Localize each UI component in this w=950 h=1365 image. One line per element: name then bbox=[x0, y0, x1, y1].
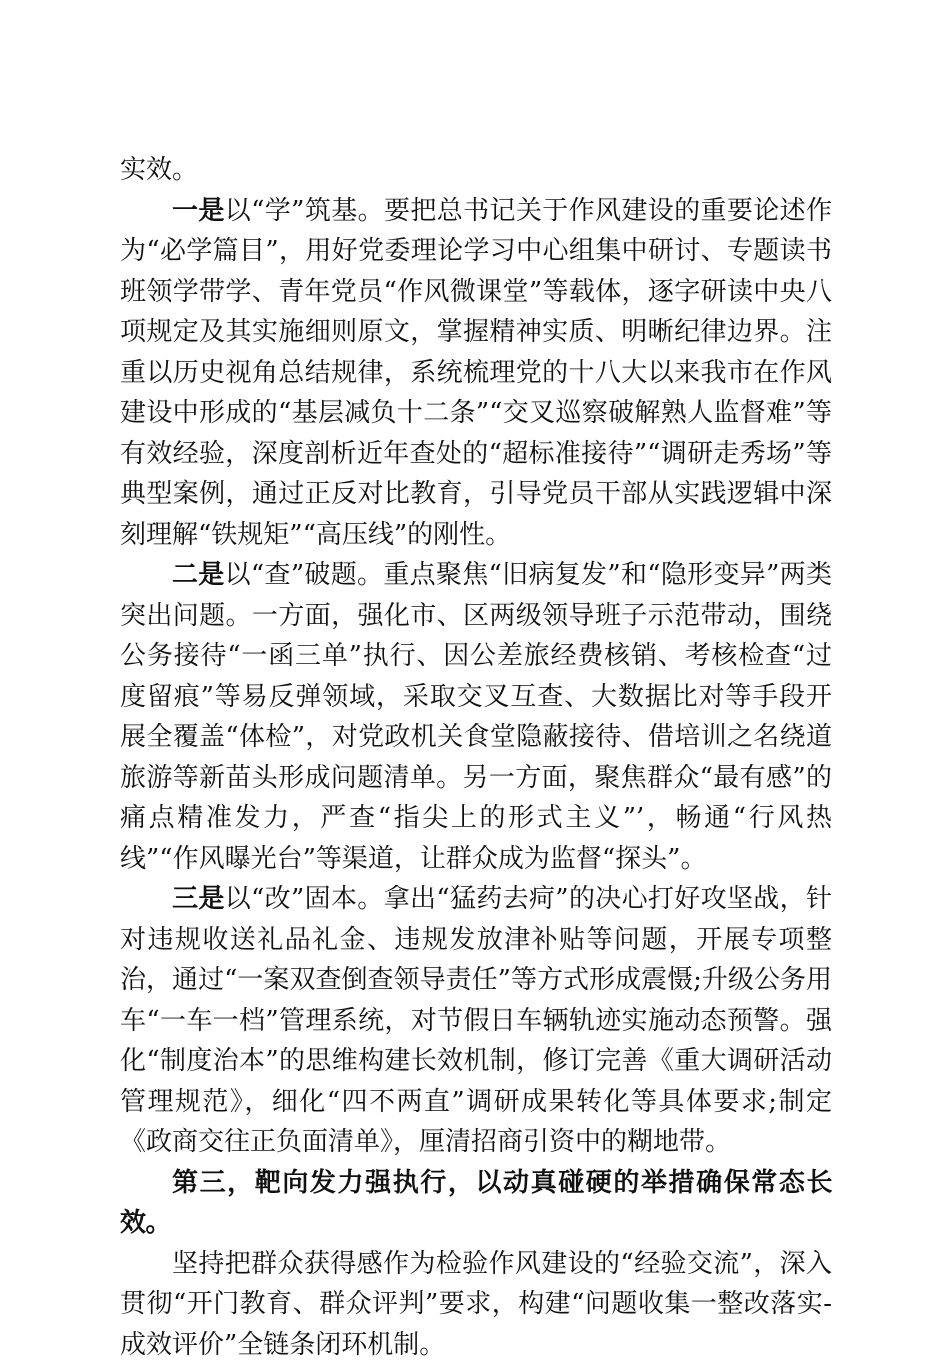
paragraph-first-point bbox=[120, 191, 832, 556]
section-heading: 第三，靶向发力强执行，以动真碰硬的举措确保常态长效。 bbox=[120, 1163, 832, 1244]
paragraph-lead-second: 二是 bbox=[172, 560, 225, 590]
document-body bbox=[120, 150, 832, 1365]
paragraph-body-second: 以“查”破题。重点聚焦“旧病复发”和“隐形变异”两类突出问题。一方面，强化市、区两级领导班子示范带动，围绕公务接待“一函三单”执行、因公差旅经费核销、考核检查“过度留痕”等易反弹领域，采取交叉互查、大数据比对等手段开展全覆盖“体检”，对党政机关食堂隐蔽接待、借培训之名绕道旅游等新苗头形成问题清单。另一方面，聚焦群众“最有感”的痛点精准发力，严查“指尖上的形式主义”’，畅通“行风热线”“作风曝光台”等渠道，让群众成为监督“探头”。 bbox=[120, 560, 832, 874]
paragraph-third-point bbox=[120, 879, 832, 1163]
paragraph-body-third: 以“改”固本。拿出“猛药去疴”的决心打好攻坚战，针对违规收送礼品礼金、违规发放津补贴等问题，开展专项整治，通过“一案双查倒查领导责任”等方式形成震慑;升级公务用车“一车一档”管理系统，对节假日车辆轨迹实施动态预警。强化“制度治本”的思维构建长效机制，修订完善《重大调研活动管理规范》，细化“四不两直”调研成果转化等具体要求;制定《政商交往正负面清单》，厘清招商引资中的糊地带。 bbox=[120, 884, 832, 1157]
closing-paragraph: 坚持把群众获得感作为检验作风建设的“经验交流”，深入贯彻“开门教育、群众评判”要求，构建“问题收集一整改落实-成效评价”全链条闭环机制。 bbox=[120, 1244, 832, 1365]
intro-tail-text: 实效。 bbox=[120, 150, 832, 191]
paragraph-lead-third: 三是 bbox=[172, 884, 225, 914]
paragraph-second-point bbox=[120, 555, 832, 879]
paragraph-body-first: 以“学”筑基。要把总书记关于作风建设的重要论述作为“必学篇目”，用好党委理论学习中心组集中研讨、专题读书班领学带学、青年党员“作风微课堂”等载体，逐字研读中央八项规定及其实施细则原文，掌握精神实质、明晰纪律边界。注重以历史视角总结规律，系统梳理党的十八大以来我市在作风建设中形成的“基层减负十二条”“交叉巡察破解熟人监督难”等有效经验，深度剖析近年查处的“超标准接待”“调研走秀场”等典型案例，通过正反对比教育，引导党员干部从实践逻辑中深刻理解“铁规矩”“高压线”的刚性。 bbox=[120, 196, 832, 550]
paragraph-lead-first: 一是 bbox=[172, 196, 225, 226]
